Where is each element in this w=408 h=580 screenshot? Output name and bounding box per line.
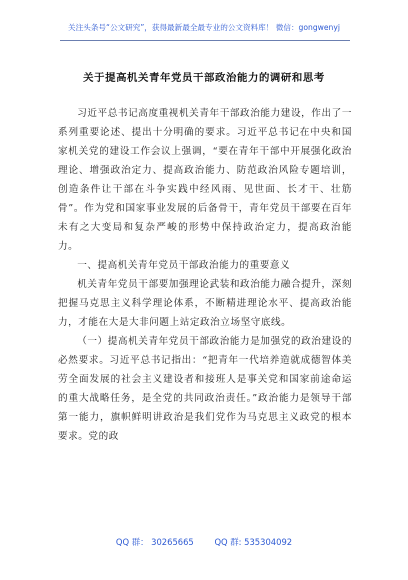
section-heading-1: 一、提高机关青年党员干部政治能力的重要意义 [77, 260, 291, 271]
header-banner: 关注头条号“公文研究”，获得最新最全最专业的公文资料库！ 微信：gongwenyj [68, 23, 340, 32]
header-divider [60, 40, 350, 41]
qq-group-right: QQ 群: 535304092 [214, 537, 293, 547]
footer-contact [0, 536, 408, 548]
qq-group-left: QQ 群： 30265665 [115, 537, 194, 547]
subsection-1: （一）提高机关青年党员干部政治能力是加强党的政治建设的必然要求。习近平总书记指出：“把青年一代培养造就成德智体美劳全面发展的社会主义建设者和接班人是事关党和国家前途命运的重大战略任务，是全党的共同政治责任。”政治能力是领导干部第一能力，旗帜鲜明讲政治是我们党作为马克思主义政党的根本要求。党的政 [58, 336, 352, 442]
document-body [58, 104, 352, 446]
document-title: 关于提高机关青年党员干部政治能力的调研和思考 [83, 72, 325, 84]
paragraph-theory: 机关青年党员干部要加强理论武装和政治能力融合提升，深刻把握马克思主义科学理论体系，不断精进理论水平、提高政治能力，才能在大是大非问题上站定政治立场坚守底线。 [58, 279, 352, 328]
paragraph-intro: 习近平总书记高度重视机关青年干部政治能力建设，作出了一系列重要论述、提出十分明确的要求。习近平总书记在中央和国家机关党的建设工作会议上强调，“要在青年干部中开展强化政治理论、增强政治定力、提高政治能力、防范政治风险专题培训，创造条件让干部在斗争实践中经风雨、见世面、长才干、壮筋骨”。作为党和国家事业发展的后备骨干，青年党员干部要在百年未有之大变局和复杂严峻的形势中保持政治定力，提高政治能力。 [58, 108, 352, 252]
